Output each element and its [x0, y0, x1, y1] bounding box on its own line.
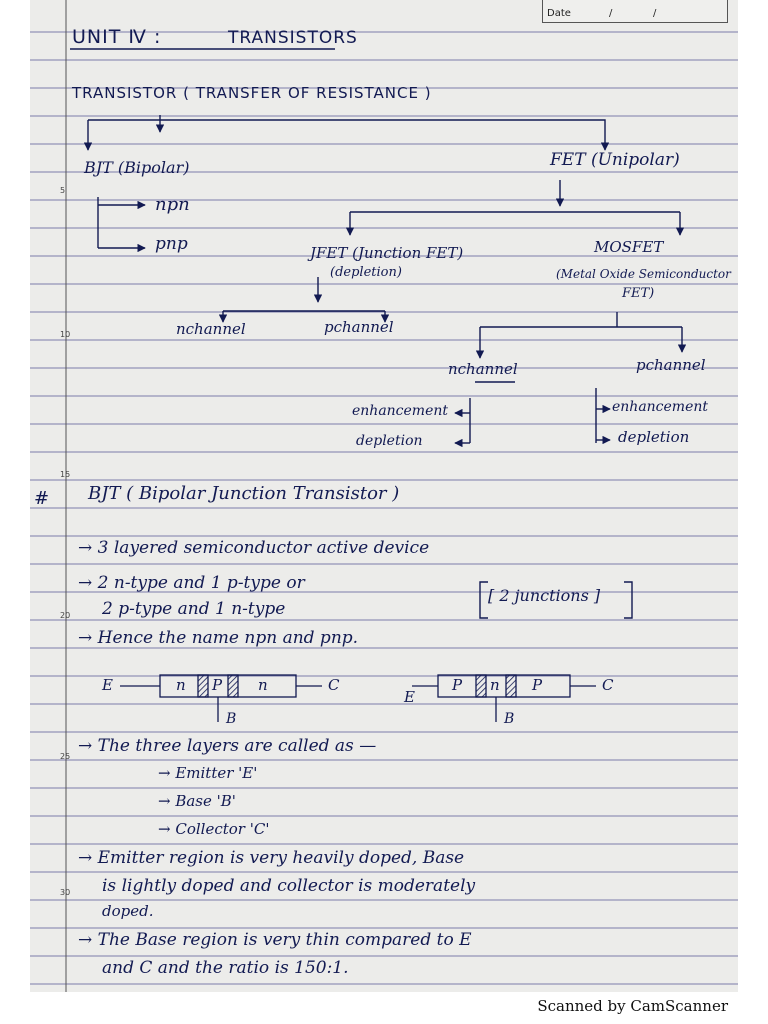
- line-number: 30: [60, 888, 71, 897]
- line-number: 20: [60, 611, 71, 620]
- junction-note: [ 2 junctions ]: [488, 586, 601, 605]
- tree-depletion-left: depletion: [356, 433, 423, 449]
- tree-jfet-nchannel: nchannel: [176, 320, 246, 338]
- note-line: → Hence the name npn and pnp.: [78, 628, 359, 648]
- scanner-watermark: Scanned by CamScanner: [537, 997, 728, 1015]
- pnp-collector-label: C: [602, 676, 614, 694]
- date-label: Date: [547, 8, 571, 19]
- pnp-emitter-label: E: [404, 688, 415, 706]
- note-line: 2 p-type and 1 n-type: [102, 599, 286, 619]
- list-item: → Collector 'C': [158, 820, 270, 838]
- tree-jfet-pchannel: pchannel: [324, 318, 394, 336]
- note-line: → 2 n-type and 1 p-type or: [78, 573, 305, 593]
- npn-collector-label: C: [328, 676, 340, 694]
- tree-mosfet-note: FET): [622, 286, 655, 301]
- notebook-page: [30, 0, 738, 992]
- tree-mosfet: MOSFET: [594, 238, 664, 256]
- note-line: is lightly doped and collector is moderately: [102, 876, 476, 896]
- tree-mosfet-note: (Metal Oxide Semiconductor: [556, 267, 731, 281]
- tree-root: TRANSISTOR ( TRANSFER OF RESISTANCE ): [72, 84, 432, 102]
- npn-base-label: B: [226, 711, 237, 727]
- section-hash: #: [34, 488, 50, 509]
- line-number: 25: [60, 752, 71, 761]
- pnp-base-label: B: [504, 711, 515, 727]
- list-item: → Emitter 'E': [158, 764, 258, 782]
- tree-pnp: pnp: [155, 234, 188, 254]
- pnp-layer: n: [490, 676, 500, 694]
- tree-depletion-right: depletion: [618, 428, 690, 446]
- page-title: TRANSISTORS: [228, 28, 358, 48]
- tree-enhancement-right: enhancement: [612, 399, 709, 415]
- note-line: → Emitter region is very heavily doped, Base: [78, 848, 465, 868]
- tree-bjt: BJT (Bipolar): [84, 158, 190, 177]
- line-number: 15: [60, 470, 71, 479]
- pnp-layer: P: [532, 676, 543, 694]
- date-slash: /: [653, 8, 657, 19]
- npn-layer: n: [176, 676, 186, 694]
- note-line: → The three layers are called as —: [78, 736, 377, 756]
- tree-mosfet-nchannel: nchannel: [448, 360, 518, 378]
- unit-label: UNIT Ⅳ :: [72, 26, 162, 48]
- date-slash: /: [609, 8, 613, 19]
- date-box: [542, 0, 728, 23]
- npn-layer: n: [258, 676, 268, 694]
- tree-fet: FET (Unipolar): [550, 150, 680, 170]
- note-line: → The Base region is very thin compared to E: [78, 930, 472, 950]
- line-number: 5: [60, 186, 66, 195]
- tree-enhancement-left: enhancement: [352, 403, 449, 419]
- npn-layer: P: [212, 676, 223, 694]
- npn-emitter-label: E: [102, 676, 113, 694]
- note-line: → 3 layered semiconductor active device: [78, 538, 430, 558]
- note-line: and C and the ratio is 150:1.: [102, 958, 349, 978]
- list-item: → Base 'B': [158, 792, 236, 810]
- pnp-layer: P: [452, 676, 463, 694]
- tree-npn: npn: [155, 194, 190, 215]
- tree-mosfet-pchannel: pchannel: [636, 356, 706, 374]
- tree-jfet-note: (depletion): [330, 265, 402, 280]
- note-line: doped.: [102, 902, 154, 920]
- section-title: BJT ( Bipolar Junction Transistor ): [88, 483, 400, 504]
- line-number: 10: [60, 330, 71, 339]
- tree-jfet: JFET (Junction FET): [310, 244, 464, 262]
